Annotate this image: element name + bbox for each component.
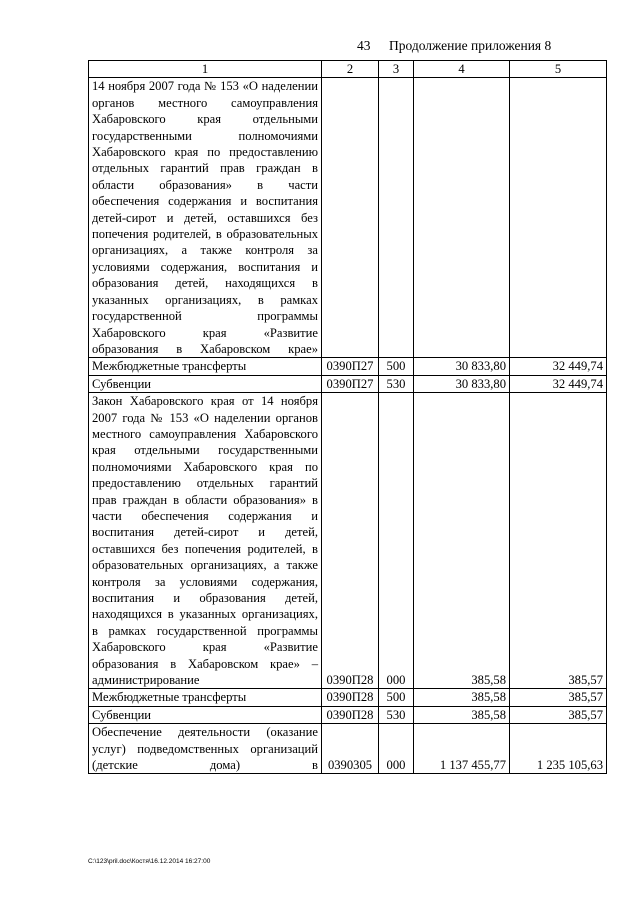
row-name: Обеспечение деятельности (оказание услуг) подведомственных организаций (детские дома) в: [89, 724, 322, 774]
row-expense-type: [379, 78, 414, 358]
row-value-2: 385,57: [510, 393, 607, 689]
row-name: Субвенции: [89, 706, 322, 723]
appendix-table: [88, 60, 607, 774]
row-value-2: 32 449,74: [510, 358, 607, 375]
row-code: 0390П28: [322, 689, 379, 706]
row-code: 0390П28: [322, 706, 379, 723]
row-value-1: 385,58: [414, 706, 510, 723]
row-value-1: 385,58: [414, 689, 510, 706]
continuation-label: Продолжение приложения 8: [389, 38, 552, 53]
row-value-2: 385,57: [510, 706, 607, 723]
row-value-1: 385,58: [414, 393, 510, 689]
column-header-2: 2: [322, 61, 379, 78]
page-header: [0, 38, 640, 58]
table-row: [89, 78, 607, 358]
row-value-1: [414, 78, 510, 358]
column-header-4: 4: [414, 61, 510, 78]
row-expense-type: 500: [379, 358, 414, 375]
row-code: 0390П27: [322, 358, 379, 375]
column-header-3: 3: [379, 61, 414, 78]
row-code: 0390П28: [322, 393, 379, 689]
row-name: Закон Хабаровского края от 14 ноября 2007 года № 153 «О наделении органов местного самоуправления Хабаровского края отдельными государственными полномочиями Хабаровского края по предоставлению отдельных гарантий прав граждан в области образования» в части обеспечения содержания и воспитания детей-сирот и детей, оставшихся без попечения родителей, в образовательных организациях, а также контроля за условиями содержания, воспитания и образования детей, находящихся в указанных организациях, в рамках государственной программы Хабаровского края «Развитие образования в Хабаровском крае» – администрирование: [89, 393, 322, 689]
table-row: [89, 358, 607, 375]
row-expense-type: 500: [379, 689, 414, 706]
row-code: 0390П27: [322, 375, 379, 392]
file-path-footer: C:\123\pril.doc\Костя\16.12.2014 16:27:00: [88, 858, 211, 865]
table-row: [89, 724, 607, 774]
row-value-1: 30 833,80: [414, 375, 510, 392]
row-value-1: 30 833,80: [414, 358, 510, 375]
row-name: Субвенции: [89, 375, 322, 392]
row-expense-type: 000: [379, 724, 414, 774]
page-number: 43: [357, 38, 371, 53]
row-expense-type: 000: [379, 393, 414, 689]
row-name: Межбюджетные трансферты: [89, 358, 322, 375]
row-name: 14 ноября 2007 года № 153 «О наделении органов местного самоуправления Хабаровского края отдельными государственными полномочиями Хабаровского края по предоставлению отдельных гарантий прав граждан в области образования» в части обеспечения содержания и воспитания детей-сирот и детей, оставшихся без попечения родителей, в образовательных организациях, а также контроля за условиями содержания, воспитания и образования детей, находящихся в указанных организациях, в рамках государственной программы Хабаровского края «Развитие образования в Хабаровском крае»: [89, 78, 322, 358]
column-number-row: [89, 61, 607, 78]
row-value-1: 1 137 455,77: [414, 724, 510, 774]
row-value-2: 32 449,74: [510, 375, 607, 392]
row-expense-type: 530: [379, 706, 414, 723]
row-value-2: 1 235 105,63: [510, 724, 607, 774]
row-value-2: [510, 78, 607, 358]
table-row: [89, 393, 607, 689]
table-row: [89, 689, 607, 706]
column-header-1: 1: [89, 61, 322, 78]
column-header-5: 5: [510, 61, 607, 78]
row-code: [322, 78, 379, 358]
table-row: [89, 375, 607, 392]
table-row: [89, 706, 607, 723]
row-value-2: 385,57: [510, 689, 607, 706]
row-code: 0390305: [322, 724, 379, 774]
row-name: Межбюджетные трансферты: [89, 689, 322, 706]
row-expense-type: 530: [379, 375, 414, 392]
